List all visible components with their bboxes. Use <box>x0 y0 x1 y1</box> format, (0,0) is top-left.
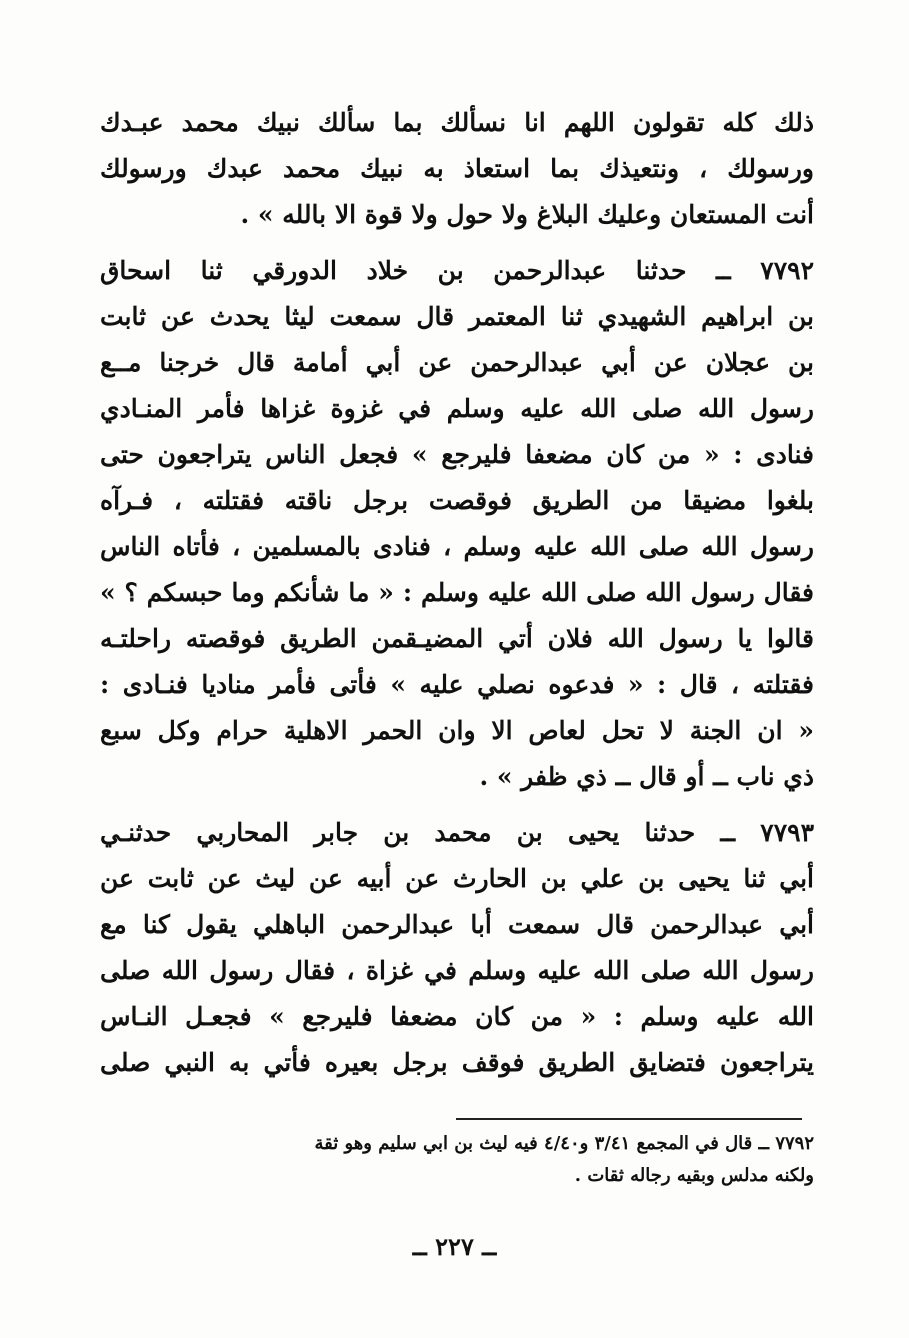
text-line: رسول الله صلى الله عليه وسلم ، فنادى بالمسلمين ، فأتاه الناس <box>100 532 814 561</box>
text-line: بن ابراهيم الشهيدي ثنا المعتمر قال سمعت ليثا يحدث عن ثابت <box>100 302 814 331</box>
text-line: فقال رسول الله صلى الله عليه وسلم : « ما شأنكم وما حبسكم ؟ » <box>100 578 814 607</box>
text-line: فقتلته ، قال : « فدعوه نصلي عليه » فأتى فأمر مناديا فنـادى : <box>100 670 814 699</box>
paragraph-gap <box>100 800 814 810</box>
footnotes <box>100 1128 814 1192</box>
footnote-line: ولكنه مدلس وبقيه رجاله ثقات . <box>574 1165 814 1186</box>
text-line: يتراجعون فتضايق الطريق فوقف برجل بعيره فأتي به النبي صلى <box>100 1048 814 1077</box>
text-line: « ان الجنة لا تحل لعاص الا وان الحمر الاهلية حرام وكل سبع <box>100 716 814 745</box>
text-line: ذلك كله تقولون اللهم انا نسألك بما سألك نبيك محمد عبـدك <box>100 108 814 137</box>
text-line: أبي ثنا يحيى بن علي بن الحارث عن أبيه عن ليث عن ثابت عن <box>100 864 814 893</box>
text-line: رسول الله صلى الله عليه وسلم في غزاة ، فقال رسول الله صلى <box>100 956 814 985</box>
page-number: ــ ٢٢٧ ــ <box>412 1232 497 1261</box>
text-line: أبي عبدالرحمن قال سمعت أبا عبدالرحمن الباهلي يقول كنا مع <box>100 910 814 939</box>
text-line: قالوا يا رسول الله فلان أتي المضيـقمن الطريق فوقصته راحلتـه <box>100 624 814 653</box>
text-line: أنت المستعان وعليك البلاغ ولا حول ولا قوة الا بالله » . <box>240 200 814 229</box>
text-line: رسول الله صلى الله عليه وسلم في غزوة غزاها فأمر المنـادي <box>100 394 814 423</box>
text-line: بن عجلان عن أبي عبدالرحمن عن أبي أمامة قال خرجنا مــع <box>100 348 814 377</box>
text-line: ورسولك ، ونتعيذك بما استعاذ به نبيك محمد عبدك ورسولك <box>100 154 814 183</box>
hadith-heading-line: ٧٧٩٣ ــ حدثنا يحيى بن محمد بن جابر المحاربي حدثنـي <box>100 818 814 847</box>
main-text <box>100 100 814 1086</box>
text-line: بلغوا مضيقا من الطريق فوقصت برجل ناقته فقتلته ، فـرآه <box>100 486 814 515</box>
footnote-separator <box>456 1118 802 1120</box>
paragraph-gap <box>100 238 814 248</box>
text-line: ذي ناب ــ أو قال ــ ذي ظفر » . <box>479 762 814 791</box>
text-line: فنادى : « من كان مضعفا فليرجع » فجعل الناس يتراجعون حتى <box>100 440 814 469</box>
footnote-line: ٧٧٩٢ ــ قال في المجمع ٣/٤١ و٤/٤٠ فيه ليث بن ابي سليم وهو ثقة <box>314 1133 814 1154</box>
text-line: الله عليه وسلم : « من كان مضعفا فليرجع » فجعـل النـاس <box>100 1002 814 1031</box>
hadith-heading-line: ٧٧٩٢ ــ حدثنا عبدالرحمن بن خلاد الدورقي ثنا اسحاق <box>100 256 814 285</box>
